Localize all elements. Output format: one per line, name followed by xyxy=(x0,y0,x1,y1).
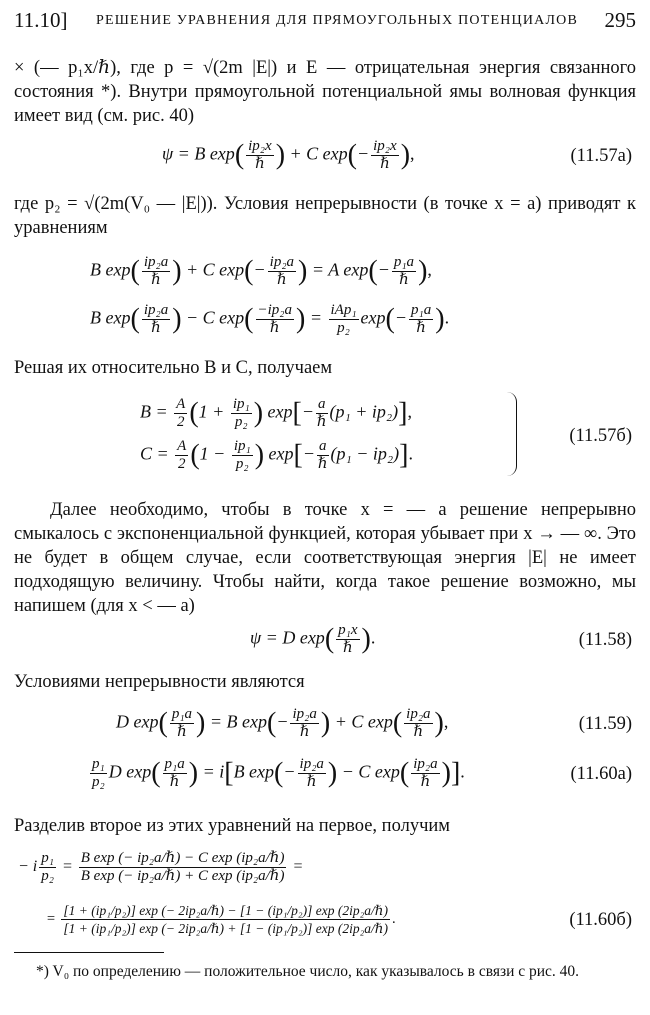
equation-label: (11.58) xyxy=(578,630,632,650)
equation-body: D exp( $\frac{\text{p₁a}}{\text{ℏ}}$ ) = B exp(− $\frac{\text{ip₂a}}{\text{ℏ}}$ ) + C exp( $\frac{\text{ip₂a}}{\text{ℏ}}$ ), xyxy=(116,706,449,740)
continuity-equation-1 xyxy=(14,250,636,290)
equation-body: $\frac{\text{p₁}}{\text{p₂}}$ D exp( $\frac{\text{p₁a}}{\text{ℏ}}$ ) = i[B exp(− $\frac{\text{ip₂a}}{\text{ℏ}}$ ) − C exp( $\frac{\text{ip₂a}}{\text{ℏ}}$ )]. xyxy=(92,756,465,790)
paragraph-6: Разделив второе из этих уравнений на первое, получим xyxy=(14,816,450,836)
section-number: 11.10] xyxy=(14,8,68,32)
paragraph-4: Далее необходимо, чтобы в точке x = — a решение непрерывно смыкалось с экспоненциальной функцией, которая убывает при x → — ∞. Это не будет в общем случае, если соответствующая энергия |E| не имеет подходящую величину. Чтобы найти, когда такое решение возможно, мы напишем (для x < — a) xyxy=(14,500,636,616)
equation-11-60b-line1 xyxy=(14,846,636,886)
equation-11-60b-line2 xyxy=(14,898,636,938)
equation-body: − i $\frac{\text{p₁}}{\text{p₂}}$ = $\frac{\text{B exp (− ip₂a/ℏ) − C exp (ip₂a/ℏ)}}{\text{B exp (− ip₂a/ℏ) + C exp (ip₂a/ℏ)}}$ = xyxy=(18,850,304,884)
page-number: 295 xyxy=(604,8,636,32)
equation-label: (11.57а) xyxy=(570,146,632,166)
equation-body: B exp( $\frac{\text{ip₂a}}{\text{ℏ}}$ ) − C exp( $\frac{\text{−ip₂a}}{\text{ℏ}}$ ) = $\frac{\text{iAp₁}}{\text{p₂}}$ exp(− $\frac{\text{p₁a}}{\text{ℏ}}$ ). xyxy=(90,302,450,336)
running-header xyxy=(14,8,636,36)
equation-11-57b-label xyxy=(14,414,636,454)
equation-11-58 xyxy=(14,618,636,658)
paragraph-5: Условиями непрерывности являются xyxy=(14,672,305,692)
equation-label: (11.57б) xyxy=(569,426,632,446)
equation-body: = [1 + (ip₁/p₂)] exp (− 2ip₂a/ℏ) − [1 − (ip₁/p₂)] exp (2ip₂a/ℏ) [1 + (ip₁/p₂)] exp (− 2ip₂a/ℏ) + [1 − (ip₁/p₂)] exp (2ip₂a/ℏ) . xyxy=(46,903,396,936)
paragraph-3: Решая их относительно B и C, получаем xyxy=(14,358,333,378)
equation-label: (11.60а) xyxy=(570,764,632,784)
equation-body: C = $\frac{A}{2}$ (1 − $\frac{\text{ip₁}}{\text{p₂}}$ ) exp[− $\frac{a}{\text{ℏ}}$ (p₁ − ip₂)]. xyxy=(140,438,413,472)
equation-11-59 xyxy=(14,702,636,742)
equation-11-60a xyxy=(14,752,636,792)
equation-label: (11.59) xyxy=(578,714,632,734)
equation-body: ψ = D exp( $\frac{\text{p₁x}}{\text{ℏ}}$ ). xyxy=(250,622,376,656)
equation-11-57a xyxy=(14,134,636,174)
paragraph-2: где p₂ = √(2m(V₀ — |E|)). Условия непрерывности (в точке x = a) приводят к уравнениям xyxy=(14,194,636,238)
equation-body: B = $\frac{A}{2}$ (1 + $\frac{\text{ip₁}}{\text{p₂}}$ ) exp[− $\frac{a}{\text{ℏ}}$ (p₁ + ip₂)], xyxy=(140,396,412,430)
footnote-rule xyxy=(14,952,164,953)
equation-body: B exp( $\frac{\text{ip₂a}}{\text{ℏ}}$ ) + C exp(− $\frac{\text{ip₂a}}{\text{ℏ}}$ ) = A exp(− $\frac{\text{p₁a}}{\text{ℏ}}$ ), xyxy=(90,254,432,288)
equation-body: ψ = B exp( $\frac{\text{ip₂x}}{\text{ℏ}}$ ) + C exp(− $\frac{\text{ip₂x}}{\text{ℏ}}$ ), xyxy=(162,138,415,172)
footnote: *) V₀ по определению — положительное число, как указывалось в связи с рис. 40. xyxy=(36,963,580,980)
equation-label: (11.60б) xyxy=(569,910,632,930)
paragraph-1: × (— p₁x/ℏ), где p = √(2m |E|) и E — отрицательная энергия связанного состояния *). Внутри прямоугольной потенциальной ямы волновая функция имеет вид (см. рис. 40) xyxy=(14,58,636,126)
continuity-equation-2 xyxy=(14,298,636,338)
chapter-title: РЕШЕНИЕ УРАВНЕНИЯ ДЛЯ ПРЯМОУГОЛЬНЫХ ПОТЕНЦИАЛОВ xyxy=(96,13,579,28)
